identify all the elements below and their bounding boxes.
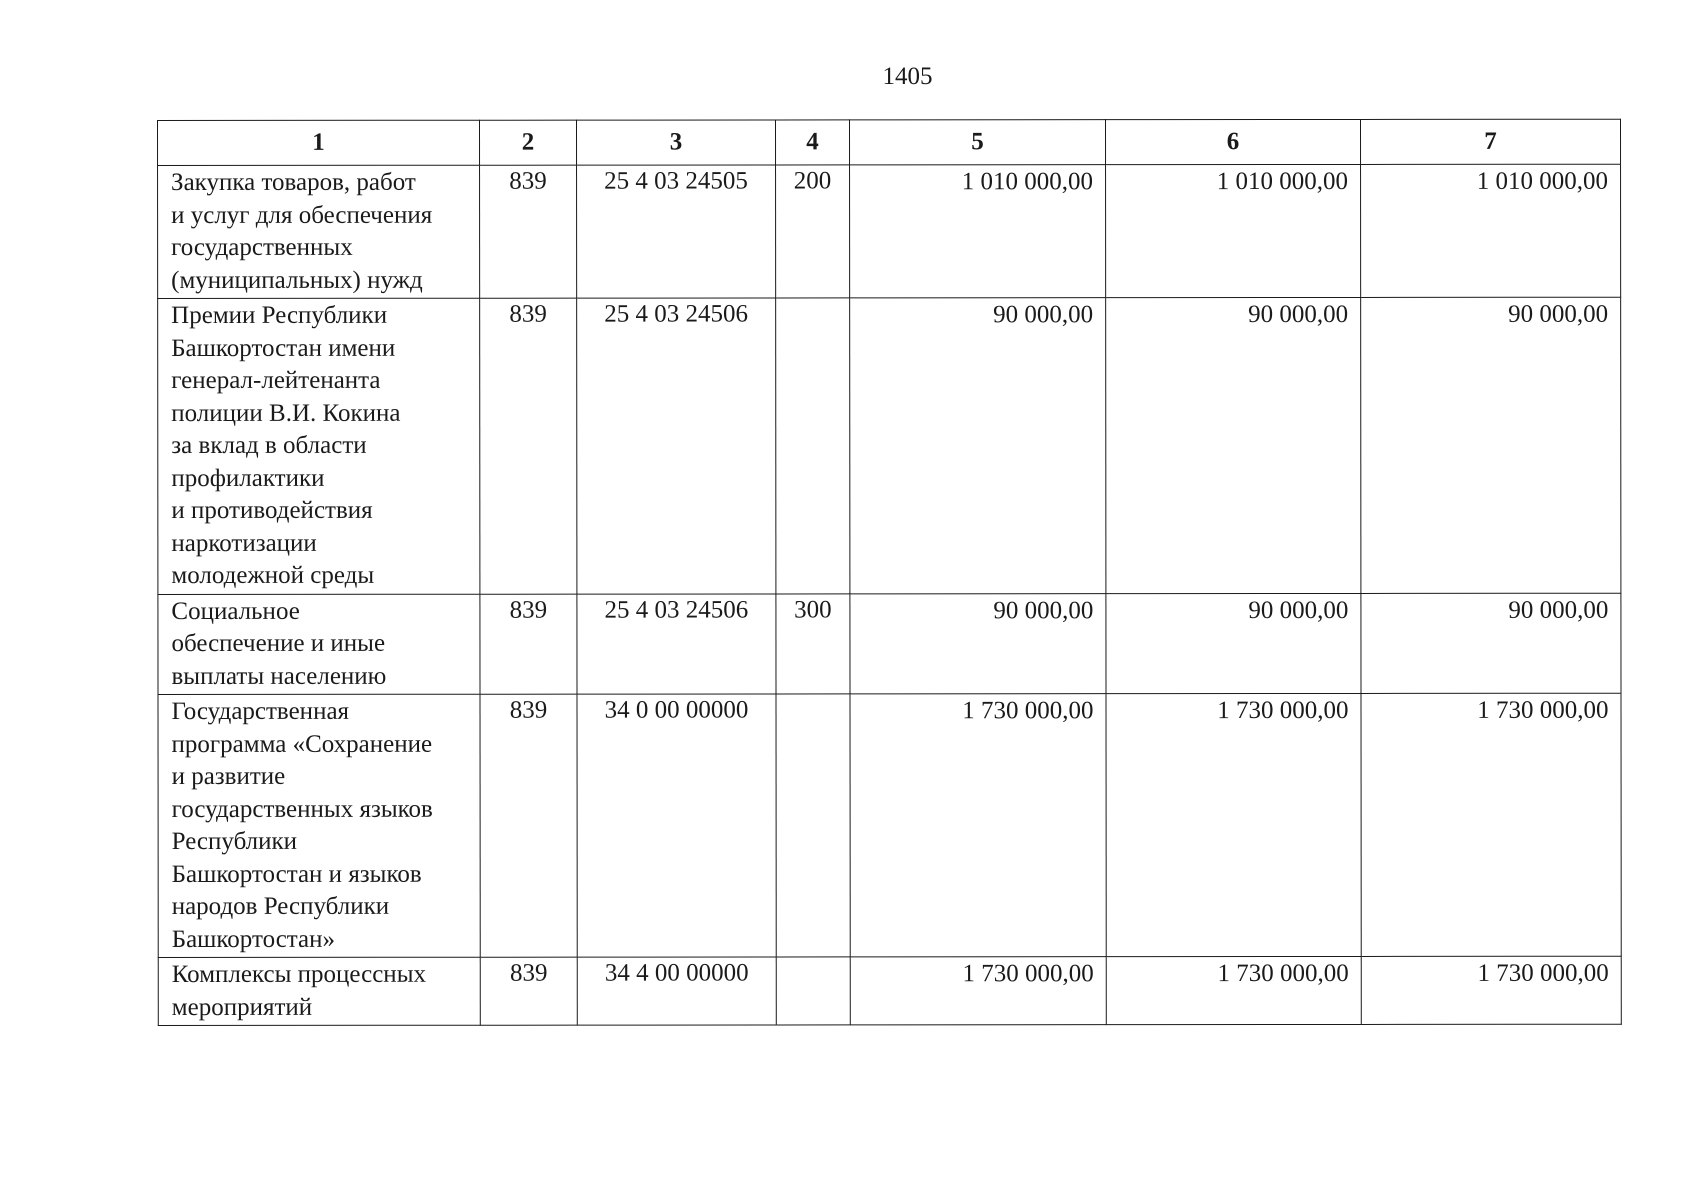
cell-name-line: государственных	[171, 233, 353, 261]
cell-amount-5: 90 000,00	[850, 593, 1106, 694]
cell-name-line: Башкортостан»	[171, 925, 336, 953]
cell-name	[158, 165, 480, 298]
cell-name-line: Комплексы процессных	[171, 960, 427, 988]
table-row	[158, 297, 1621, 594]
cell-name-line: Республики	[171, 827, 298, 855]
cell-name-line: за вклад в области	[171, 431, 367, 459]
column-header: 2	[480, 120, 577, 165]
cell-admin-code: 839	[480, 957, 577, 1025]
cell-name-line: программа «Сохранение	[171, 730, 433, 758]
cell-name	[158, 694, 480, 957]
cell-amount-6: 90 000,00	[1106, 297, 1361, 593]
cell-name-line: Государственная	[171, 697, 350, 725]
cell-admin-code: 839	[480, 694, 577, 957]
table-row	[158, 593, 1621, 695]
cell-name-line: и развитие	[171, 762, 286, 790]
cell-name-line: Башкортостан имени	[171, 334, 396, 362]
cell-name-line: полиции В.И. Кокина	[171, 399, 401, 427]
table-body	[158, 164, 1622, 1025]
table-row	[158, 164, 1621, 298]
cell-name-line: (муниципальных) нужд	[171, 266, 423, 294]
cell-name-line: выплаты населению	[171, 662, 387, 690]
cell-expense-type: 300	[776, 593, 850, 694]
column-header: 3	[577, 120, 776, 165]
cell-name	[158, 957, 480, 1025]
budget-table	[157, 119, 1622, 1026]
cell-amount-7: 1 010 000,00	[1361, 164, 1621, 297]
cell-name	[158, 594, 480, 695]
cell-name-line: обеспечение и иные	[171, 629, 386, 657]
cell-name-line: профилактики	[171, 464, 325, 492]
cell-name-line: и услуг для обеспечения	[171, 201, 433, 229]
page-number: 1405	[882, 63, 933, 90]
cell-name-line: и противодействия	[171, 496, 373, 524]
table-row	[158, 693, 1621, 957]
cell-name-line: Социальное	[171, 597, 300, 625]
column-header: 5	[850, 120, 1106, 165]
cell-amount-7: 90 000,00	[1361, 593, 1621, 694]
cell-amount-7: 1 730 000,00	[1361, 693, 1621, 956]
cell-target-code: 34 4 00 00000	[577, 957, 776, 1025]
cell-amount-7: 90 000,00	[1361, 297, 1621, 593]
cell-admin-code: 839	[480, 165, 577, 298]
cell-name-line: наркотизации	[171, 529, 317, 557]
cell-amount-5: 1 730 000,00	[850, 694, 1106, 957]
cell-target-code: 34 0 00 00000	[577, 694, 776, 957]
cell-name-line: молодежной среды	[171, 561, 375, 589]
cell-amount-5: 1 730 000,00	[850, 957, 1106, 1025]
cell-amount-7: 1 730 000,00	[1361, 956, 1621, 1024]
cell-amount-6: 90 000,00	[1106, 593, 1361, 694]
table-row	[158, 956, 1621, 1025]
cell-amount-5: 90 000,00	[850, 298, 1106, 594]
cell-name-line: мероприятий	[171, 993, 313, 1021]
cell-name-line: государственных языков	[171, 795, 433, 823]
cell-name-line: Закупка товаров, работ	[171, 168, 416, 196]
cell-expense-type	[776, 298, 850, 594]
cell-expense-type	[776, 957, 850, 1025]
cell-name-line: народов Республики	[171, 892, 390, 920]
column-header: 4	[776, 120, 850, 165]
cell-target-code: 25 4 03 24506	[577, 298, 776, 594]
cell-name-line: Премии Республики	[171, 301, 388, 329]
cell-target-code: 25 4 03 24505	[577, 165, 776, 298]
column-header: 6	[1106, 119, 1361, 164]
cell-amount-6: 1 730 000,00	[1106, 956, 1361, 1024]
cell-admin-code: 839	[480, 594, 577, 695]
cell-name	[158, 298, 480, 594]
cell-target-code: 25 4 03 24506	[577, 593, 776, 694]
column-header: 7	[1361, 119, 1621, 164]
cell-name-line: Башкортостан и языков	[171, 860, 422, 888]
cell-amount-6: 1 010 000,00	[1106, 164, 1361, 297]
cell-expense-type: 200	[776, 165, 850, 298]
cell-admin-code: 839	[480, 298, 577, 594]
cell-expense-type	[776, 694, 850, 957]
cell-name-line: генерал-лейтенанта	[171, 366, 381, 394]
cell-amount-5: 1 010 000,00	[850, 165, 1106, 298]
cell-amount-6: 1 730 000,00	[1106, 693, 1361, 956]
column-header: 1	[158, 120, 480, 165]
table-header-row	[158, 119, 1621, 165]
